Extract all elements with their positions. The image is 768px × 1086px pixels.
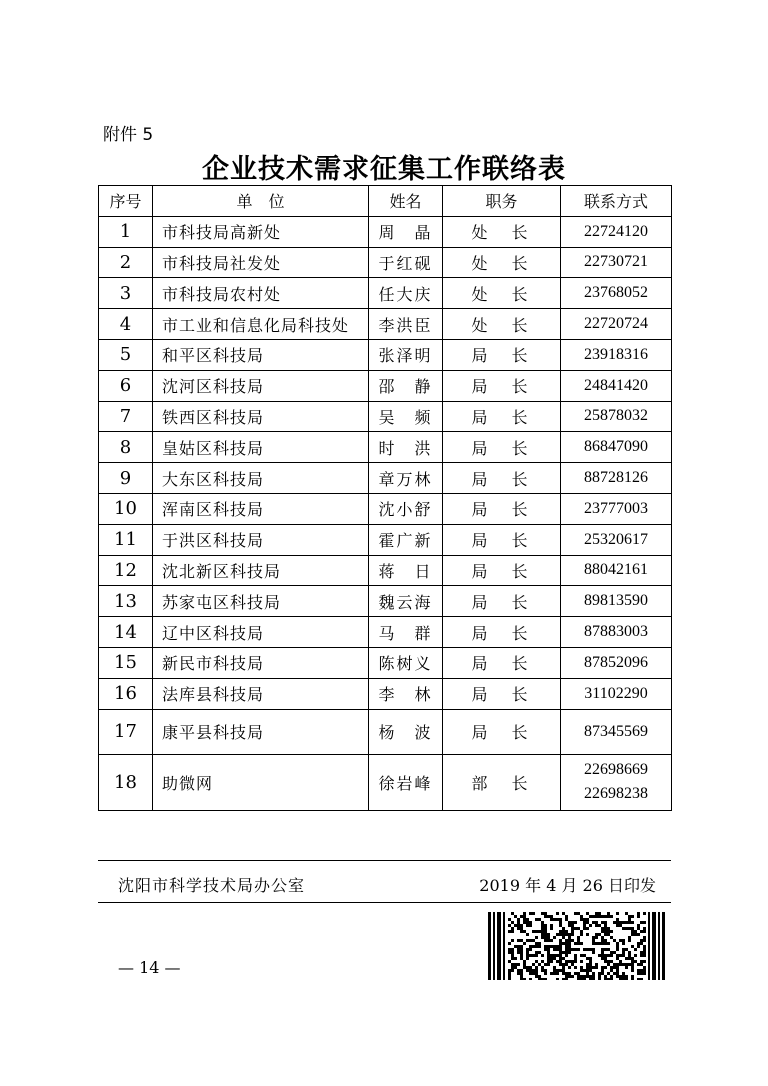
row-unit: 沈河区科技局 [153,370,369,401]
page-title: 企业技术需求征集工作联络表 [202,154,566,185]
row-name: 周 晶 [369,216,443,247]
phone-number: 87883003 [584,623,648,641]
phone-number: 22698669 [584,761,648,779]
row-unit: 市科技局高新处 [153,216,369,247]
table-row [99,678,672,709]
row-index: 10 [99,493,153,524]
row-unit: 法库县科技局 [153,678,369,709]
row-phone [561,463,672,494]
row-name: 任大庆 [369,278,443,309]
row-unit: 市科技局社发处 [153,247,369,278]
table-row [99,524,672,555]
row-index: 9 [99,463,153,494]
row-unit: 市科技局农村处 [153,278,369,309]
row-position: 处长 [443,216,561,247]
phone-number: 86847090 [584,438,648,456]
row-phone [561,216,672,247]
contact-table [98,185,672,811]
row-phone [561,524,672,555]
row-position: 局长 [443,370,561,401]
phone-number: 23918316 [584,345,648,363]
footer-date: 2019 年 4 月 26 日印发 [479,876,656,895]
row-phone [561,754,672,810]
row-phone [561,339,672,370]
row-name: 章万林 [369,463,443,494]
row-phone [561,309,672,340]
table-row [99,309,672,340]
table-row [99,709,672,754]
row-unit: 助微网 [153,754,369,810]
row-name: 霍广新 [369,524,443,555]
row-unit: 大东区科技局 [153,463,369,494]
row-name: 马 群 [369,617,443,648]
row-index: 2 [99,247,153,278]
table-row [99,370,672,401]
phone-number: 25878032 [584,407,648,425]
row-name: 蒋 日 [369,555,443,586]
row-phone [561,401,672,432]
row-index: 15 [99,647,153,678]
row-index: 8 [99,432,153,463]
row-phone [561,555,672,586]
row-position: 部长 [443,754,561,810]
row-index: 5 [99,339,153,370]
row-index: 14 [99,617,153,648]
phone-number: 23768052 [584,284,648,302]
row-index: 11 [99,524,153,555]
row-index: 16 [99,678,153,709]
phone-number: 88042161 [584,561,648,579]
row-position: 局长 [443,432,561,463]
row-name: 李 林 [369,678,443,709]
row-position: 局长 [443,555,561,586]
row-position: 局长 [443,678,561,709]
row-position: 局长 [443,586,561,617]
row-name: 徐岩峰 [369,754,443,810]
phone-number: 88728126 [584,469,648,487]
row-position: 局长 [443,524,561,555]
row-index: 13 [99,586,153,617]
row-position: 局长 [443,617,561,648]
row-index: 17 [99,709,153,754]
phone-number: 25320617 [584,530,648,548]
phone-number: 89813590 [584,592,648,610]
row-phone [561,617,672,648]
table-row [99,754,672,810]
row-phone [561,432,672,463]
footer-top-rule [98,860,671,861]
phone-number: 87852096 [584,653,648,671]
row-name: 杨 波 [369,709,443,754]
row-unit: 铁西区科技局 [153,401,369,432]
row-index: 6 [99,370,153,401]
row-phone [561,678,672,709]
table-row [99,463,672,494]
row-unit: 和平区科技局 [153,339,369,370]
table-row [99,493,672,524]
footer-bottom-rule [98,902,671,903]
row-name: 吴 频 [369,401,443,432]
row-unit: 于洪区科技局 [153,524,369,555]
table-row [99,216,672,247]
header-index: 序号 [99,186,153,217]
row-unit: 皇姑区科技局 [153,432,369,463]
table-row [99,617,672,648]
header-position: 职务 [443,186,561,217]
row-unit: 新民市科技局 [153,647,369,678]
row-index: 7 [99,401,153,432]
table-header-row [99,186,672,217]
row-index: 12 [99,555,153,586]
barcode-icon [488,912,666,980]
header-contact: 联系方式 [561,186,672,217]
row-phone [561,370,672,401]
table-row [99,339,672,370]
row-position: 局长 [443,647,561,678]
row-name: 张泽明 [369,339,443,370]
attachment-label: 附件 5 [103,125,154,145]
table-row [99,278,672,309]
row-position: 处长 [443,247,561,278]
row-unit: 市工业和信息化局科技处 [153,309,369,340]
row-position: 局长 [443,463,561,494]
header-unit: 单 位 [153,186,369,217]
row-position: 局长 [443,493,561,524]
row-name: 时 洪 [369,432,443,463]
row-index: 3 [99,278,153,309]
row-name: 沈小舒 [369,493,443,524]
row-index: 1 [99,216,153,247]
row-name: 邵 静 [369,370,443,401]
row-name: 陈树义 [369,647,443,678]
row-phone [561,586,672,617]
row-unit: 沈北新区科技局 [153,555,369,586]
table-row [99,247,672,278]
phone-number: 23777003 [584,499,648,517]
header-name: 姓名 [369,186,443,217]
phone-number: 22698238 [584,785,648,803]
row-name: 于红砚 [369,247,443,278]
table-body [99,216,672,810]
table-row [99,586,672,617]
row-phone [561,247,672,278]
phone-number: 87345569 [584,722,648,740]
row-position: 处长 [443,309,561,340]
row-index: 4 [99,309,153,340]
row-unit: 苏家屯区科技局 [153,586,369,617]
phone-number: 22720724 [584,315,648,333]
row-unit: 辽中区科技局 [153,617,369,648]
row-unit: 浑南区科技局 [153,493,369,524]
table-row [99,432,672,463]
row-position: 局长 [443,709,561,754]
row-phone [561,493,672,524]
row-unit: 康平县科技局 [153,709,369,754]
row-position: 局长 [443,339,561,370]
row-phone [561,709,672,754]
row-name: 魏云海 [369,586,443,617]
phone-number: 22730721 [584,253,648,271]
footer-org: 沈阳市科学技术局办公室 [118,876,306,895]
table-row [99,401,672,432]
phone-number: 24841420 [584,376,648,394]
phone-number: 31102290 [584,684,648,702]
row-name: 李洪臣 [369,309,443,340]
phone-number: 22724120 [584,222,648,240]
row-position: 局长 [443,401,561,432]
row-index: 18 [99,754,153,810]
row-phone [561,278,672,309]
page-number: — 14 — [118,958,181,977]
table-row [99,647,672,678]
row-phone [561,647,672,678]
row-position: 处长 [443,278,561,309]
table-row [99,555,672,586]
